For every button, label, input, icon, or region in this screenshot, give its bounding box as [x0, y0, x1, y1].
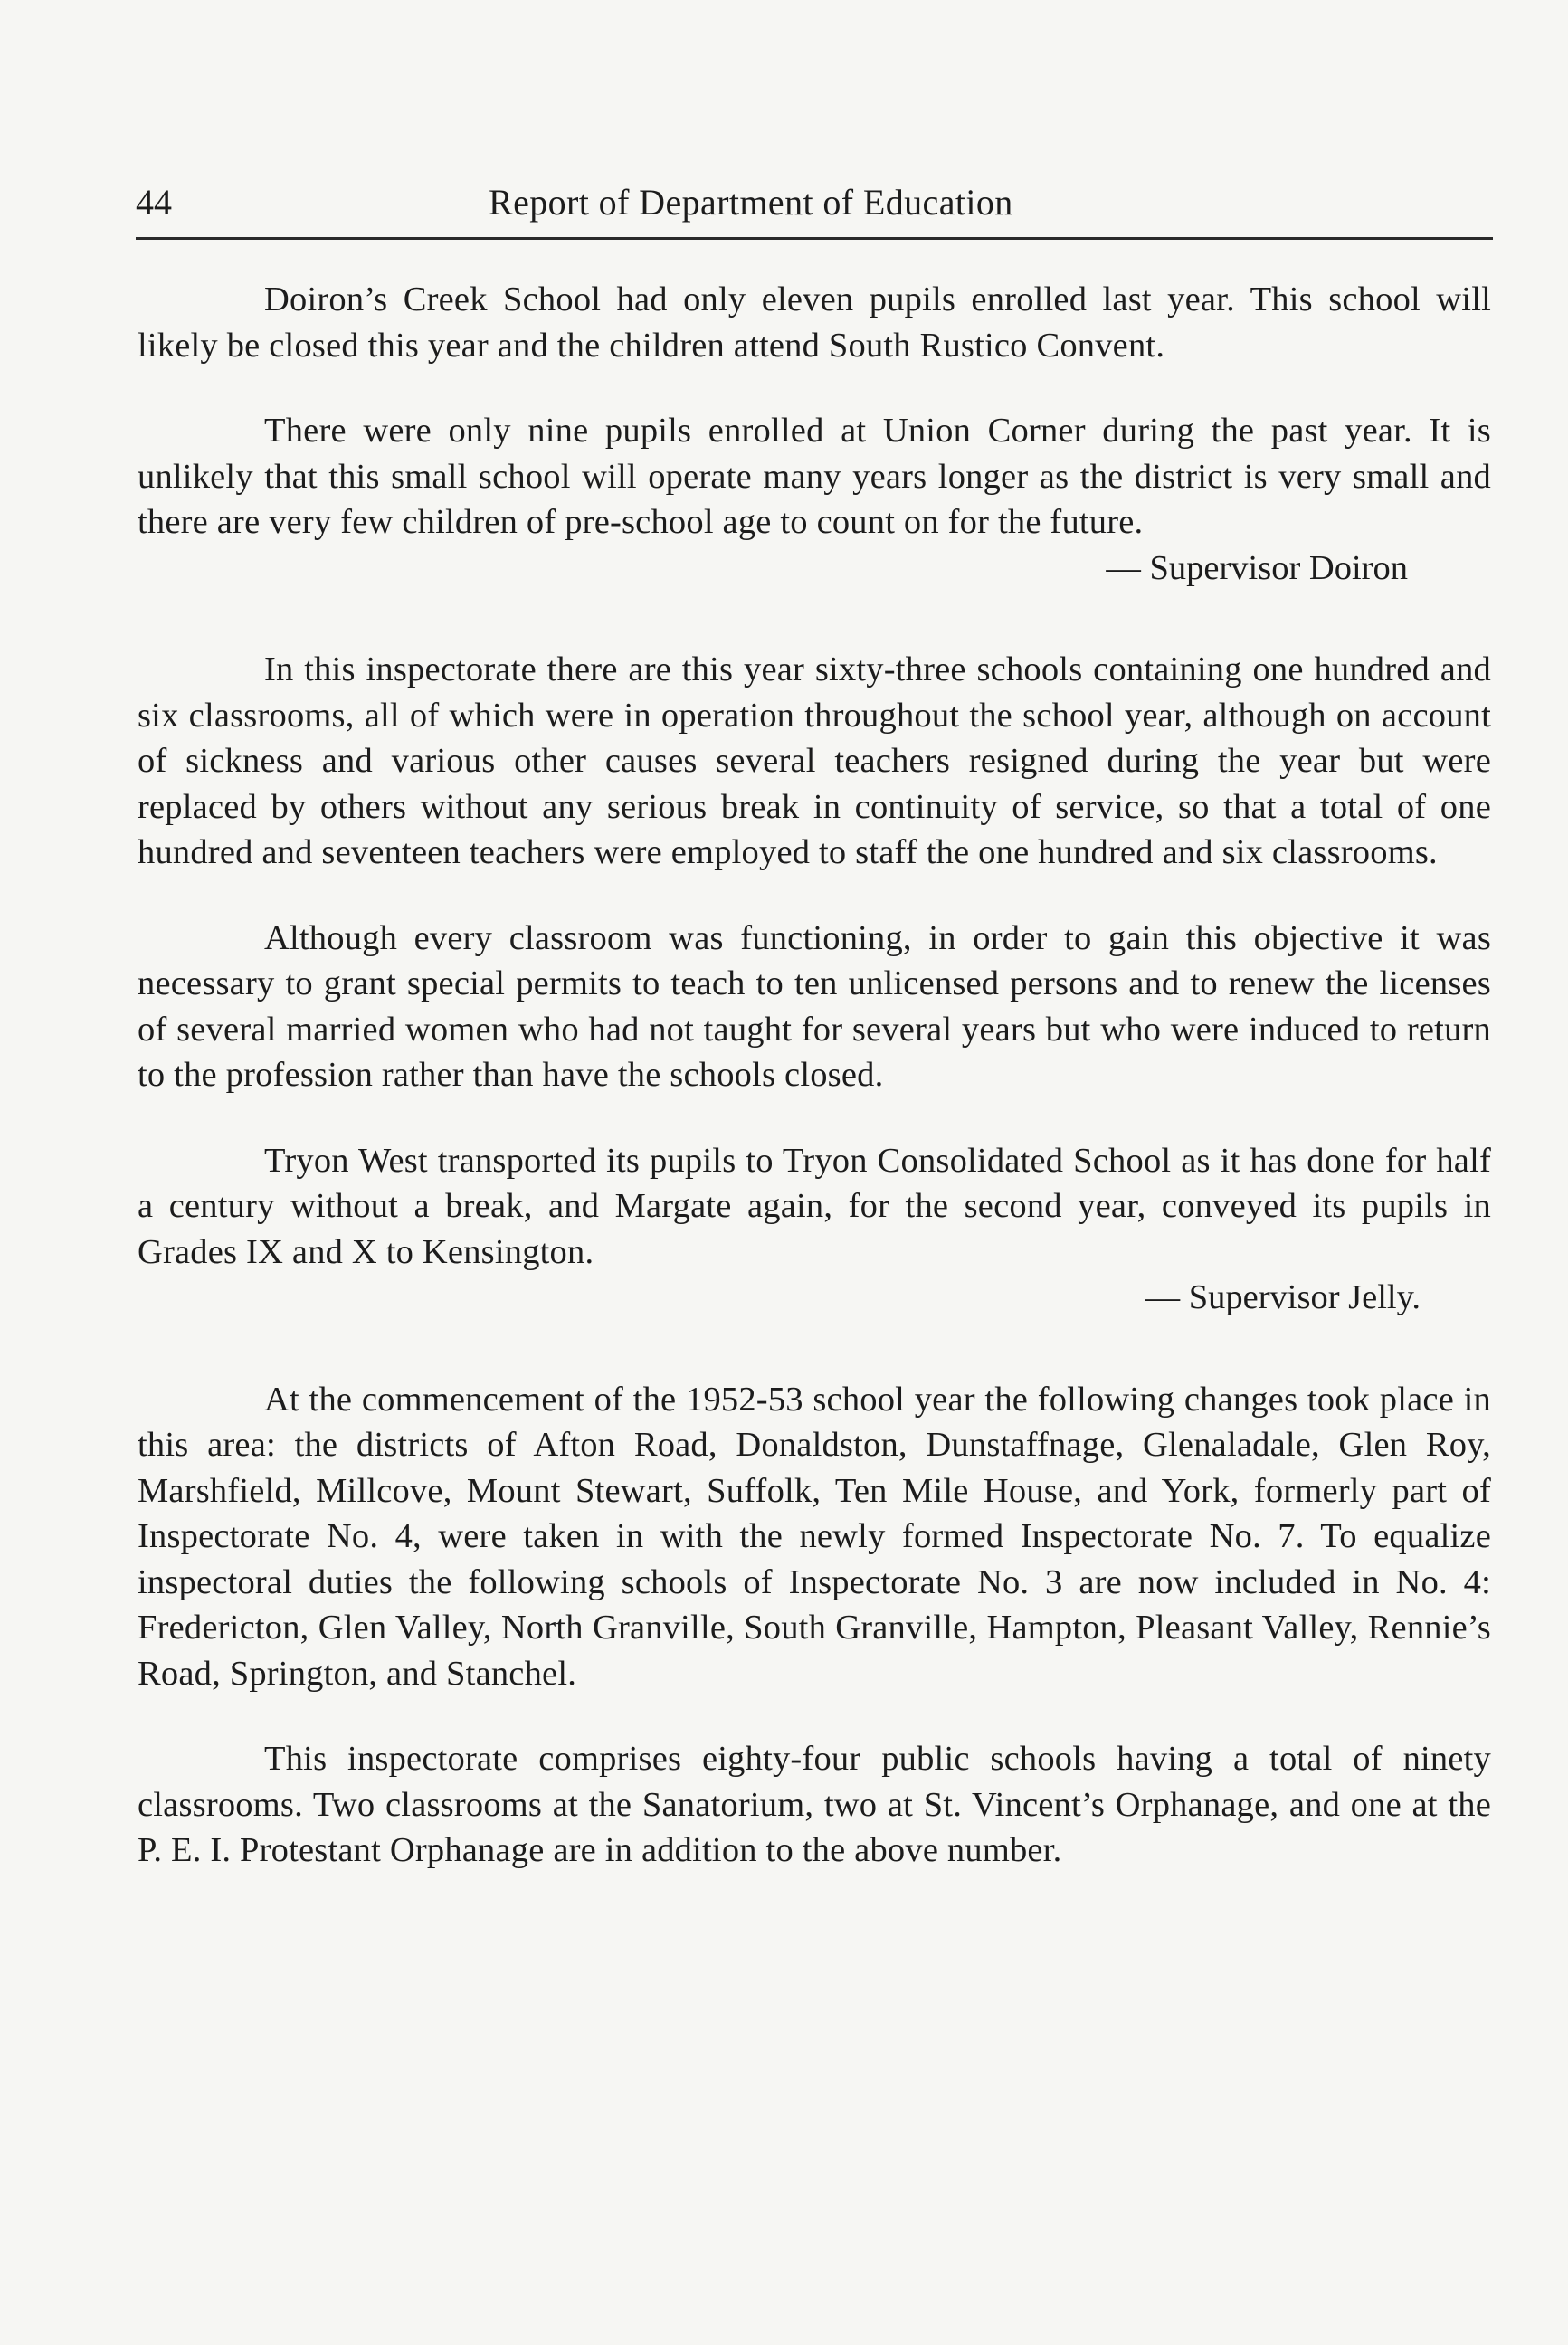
paragraph-spacing: [138, 1098, 1491, 1138]
paragraph: In this inspectorate there are this year sixty-three schools containing one hundred and six classrooms, all of which were in operation throughout the school year, although on account of sickness and various other causes several teachers resigned during the year but were replaced by others without any serious break in continuity of service, so that a total of one hundred and seventeen teachers were employed to staff the one hundred and six classrooms.: [138, 650, 1491, 871]
paragraph: Tryon West transported its pupils to Tryon Consolidated School as it has done for half a century without a break, and Margate again, for the second year, conveyed its pupils in Grades IX and X to Kensington.: [138, 1141, 1491, 1271]
paragraph-spacing: [138, 876, 1491, 916]
paragraph: There were only nine pupils enrolled at Union Corner during the past year. It is unlikely that this small school will operate many years longer as the district is very small and there are very few children of pre-school age to count on for the future.: [138, 412, 1491, 541]
page-number: 44: [136, 182, 172, 223]
supervisor-signature: — Supervisor Jelly.: [1145, 1278, 1421, 1316]
paragraph: At the commencement of the 1952-53 school year the following changes took place in this area: the districts of Afton Road, Donaldston, Dunstaffnage, Glenaladale, Glen Roy, Marshfield, Millcove, Mount Stewart, Suffolk, Ten Mile House, and York, formerly part of Inspectorate No. 4, were taken in with the newly formed Inspectorate No. 7. To equalize inspectoral duties the following schools of Inspectorate No. 3 are now included in No. 4: Fredericton, Glen Valley, North Granville, South Granville, Hampton, Pleasant Valley, Rennie’s Road, Springton, and Stanchel.: [138, 1380, 1491, 1693]
page-body: [138, 277, 1491, 1874]
page-header: [136, 179, 1493, 240]
paragraph: This inspectorate comprises eighty-four public schools having a total of ninety classrooms. Two classrooms at the Sanatorium, two at St. Vincent’s Orphanage, and one at the P. E. I. Protestant Orphanage are in addition to the above number.: [138, 1740, 1491, 1869]
paragraph-spacing: [138, 1696, 1491, 1736]
supervisor-signature: — Supervisor Doiron: [1106, 548, 1408, 587]
running-title: Report of Department of Education: [489, 182, 1013, 223]
paragraph: Doiron’s Creek School had only eleven pupils enrolled last year. This school will likely be closed this year and the children attend South Rustico Convent.: [138, 280, 1491, 365]
section-spacing: [138, 591, 1491, 647]
paragraph: Although every classroom was functioning, in order to gain this objective it was necessary to grant special permits to teach to ten unlicensed persons and to renew the licenses of several married women who had not taught for several years but who were induced to return to the profession rather than have the schools closed.: [138, 918, 1491, 1094]
section-spacing: [138, 1321, 1491, 1377]
paragraph-spacing: [138, 368, 1491, 408]
